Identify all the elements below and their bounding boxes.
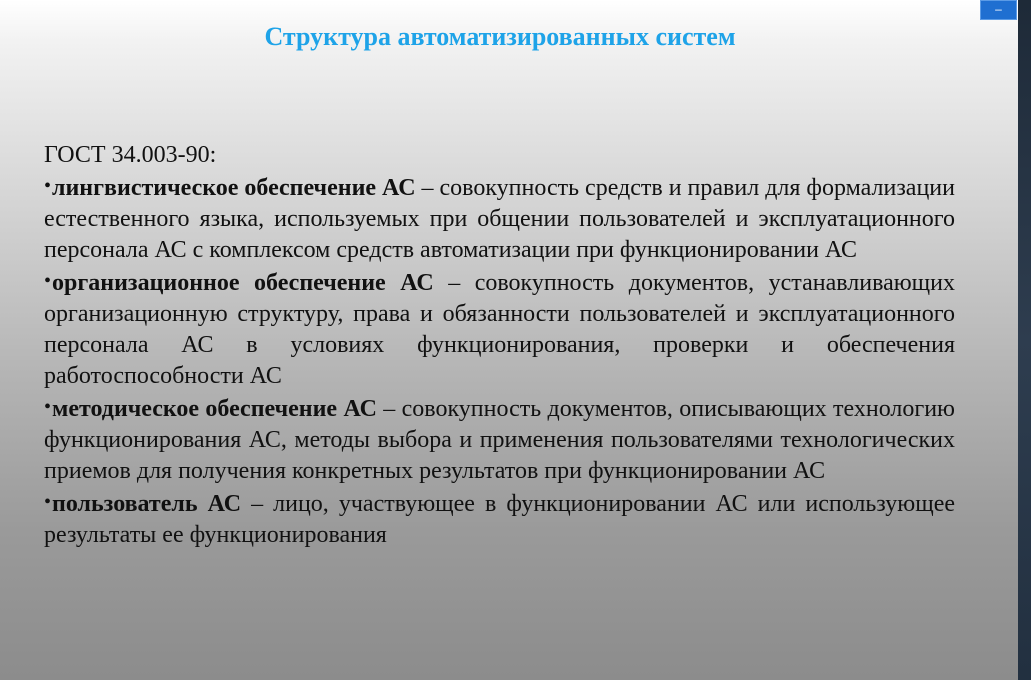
item-definition: – совокупность средств и правил для формализации естественного языка, используемых при общении пользователей и эксплуатационного персонала АС с комплексом средств автоматизации при функционировании АС bbox=[44, 175, 955, 263]
bullet-icon: • bbox=[44, 396, 52, 418]
slide-title: Структура автоматизированных систем bbox=[264, 22, 736, 51]
bullet-icon: • bbox=[44, 270, 52, 292]
list-item bbox=[44, 392, 955, 487]
slide-content bbox=[44, 140, 955, 551]
item-definition: – лицо, участвующее в функционировании АС или использующее результаты ее функционирования bbox=[44, 491, 955, 548]
gost-reference: ГОСТ 34.003-90: bbox=[44, 142, 217, 168]
item-term: организационное обеспечение АС bbox=[52, 270, 434, 296]
bullet-icon: • bbox=[44, 175, 52, 197]
list-item bbox=[44, 171, 955, 266]
item-definition: – совокупность документов, устанавливающих организационную структуру, права и обязанности пользователей и эксплуатационного персонала АС в условиях функционирования, проверки и обеспечения работоспособности АС bbox=[44, 270, 955, 389]
list-item bbox=[44, 266, 955, 392]
item-term: методическое обеспечение АС bbox=[52, 396, 377, 422]
minimize-button[interactable]: – bbox=[980, 0, 1017, 20]
item-term: пользователь АС bbox=[52, 491, 242, 517]
window-edge bbox=[1018, 0, 1031, 680]
item-definition: – совокупность документов, описывающих технологию функционирования АС, методы выбора и применения пользователями технологических приемов для получения конкретных результатов при функционировании АС bbox=[44, 396, 955, 484]
item-term: лингвистическое обеспечение АС bbox=[52, 175, 416, 201]
list-item bbox=[44, 487, 955, 551]
bullet-icon: • bbox=[44, 491, 52, 513]
